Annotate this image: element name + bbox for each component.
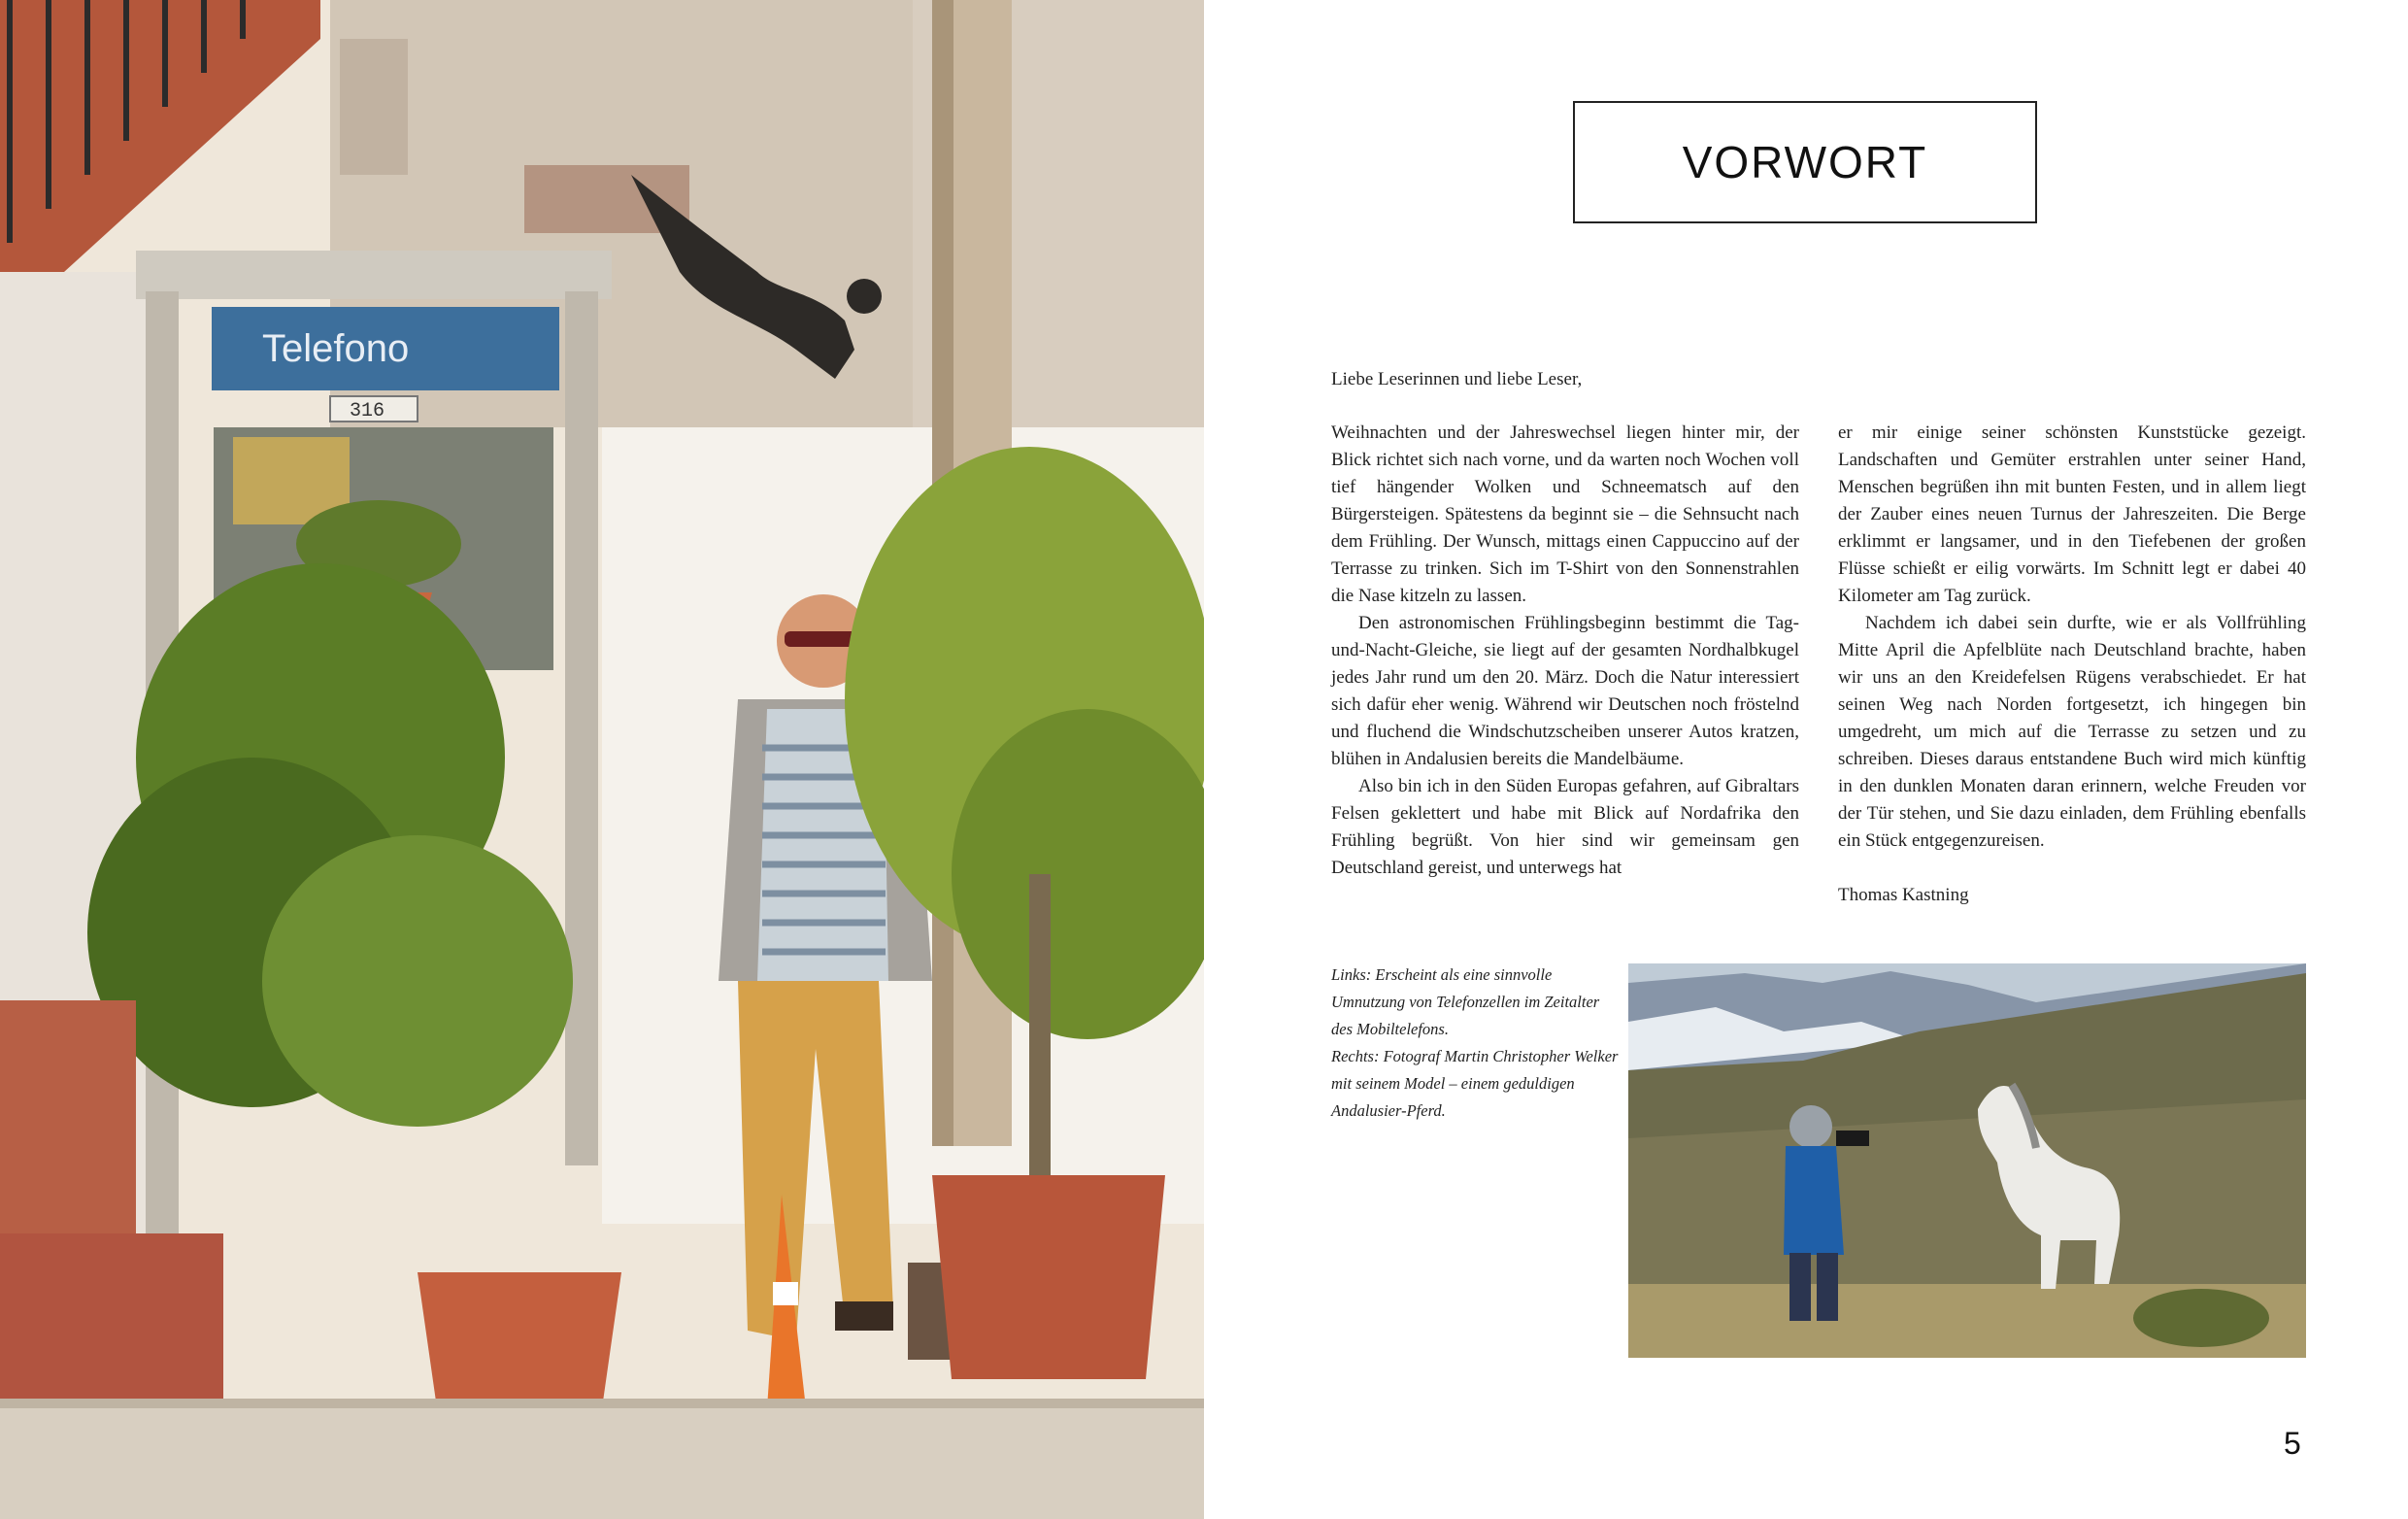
paragraph: Also bin ich in den Süden Europas gefahren, auf Gibraltars Felsen geklettert und habe mit Blick auf Nordafrika den Frühling begrüßt. Von hier sind wir gemeinsam gen Deutschland gereist, und unterwegs hat: [1331, 776, 1799, 878]
right-photo-photographer-horse: [1628, 963, 2306, 1358]
paragraph: er mir einige seiner schönsten Kunststücke gezeigt. Landschaften und Gemüter erstrahlen unter seiner Hand, Menschen begrüßen ihn mit bunten Festen, und in allem liegt der Zauber eines neuen Turnus der Jahreszeiten. Die Berge erklimmt er langsamer, und in den Tiefebenen der großen Flüsse schießt er eilig vorwärts. Im Schnitt legt er dabei 40 Kilometer am Tag zurück.: [1838, 422, 2306, 606]
paragraph: Nachdem ich dabei sein durfte, wie er als Vollfrühling Mitte April die Apfelblüte nach Deutschland brachte, haben wir uns an den Kreidefelsen Rügens verabschiedet. Er hat seinen Weg nach Norden fortgesetzt, ich hingegen bin umgedreht, um mich auf die Terrasse zu setzen und zu schreiben. Dieses daraus entstandene Buch wird mich künftig in den dunklen Monaten daran erinnern, welche Freuden vor der Tür stehen, und Sie dazu einladen, dem Frühling ebenfalls ein Stück entgegenzureisen.: [1838, 613, 2306, 851]
caption-right: Rechts: Fotograf Martin Christopher Welker mit seinem Model – einem geduldigen Andalusier-Pferd.: [1331, 1047, 1619, 1120]
text-column-left: [1331, 420, 1799, 882]
caption-left: Links: Erscheint als eine sinnvolle Umnutzung von Telefonzellen im Zeitalter des Mobiltelefons.: [1331, 965, 1600, 1038]
telefono-sign-text: Telefono: [262, 327, 410, 370]
text-column-right: [1838, 420, 2306, 909]
page-title: VORWORT: [1682, 137, 1928, 187]
title-box: [1573, 101, 2037, 223]
photo-caption: [1331, 962, 1622, 1125]
page-number: 5: [2284, 1426, 2301, 1461]
greeting: Liebe Leserinnen und liebe Leser,: [1331, 369, 1583, 389]
photographer-horse-illustration: [1628, 963, 2306, 1358]
paragraph: Den astronomischen Frühlingsbeginn bestimmt die Tag-und-Nacht-Gleiche, sie liegt auf der gesamten Nordhalbkugel jedes Jahr rund um den 20. März. Doch die Natur interessiert sich dafür eher wenig. Während wir Deutschen noch fröstelnd und fluchend die Windschutzscheiben unserer Autos kratzen, blühen in Andalusien bereits die Mandelbäume.: [1331, 613, 1799, 769]
paragraph: Weihnachten und der Jahreswechsel liegen hinter mir, der Blick richtet sich nach vorne, und da warten noch Wochen voll tief hängender Wolken und Schneematsch auf den Bürgersteigen. Spätestens da beginnt sie – die Sehnsucht nach dem Frühling. Der Wunsch, mittags einen Cappuccino auf der Terrasse zu trinken. Sich im T-Shirt von den Sonnenstrahlen die Nase kitzeln zu lassen.: [1331, 422, 1799, 606]
booth-number-text: 316: [350, 400, 385, 422]
signature: Thomas Kastning: [1838, 885, 1969, 905]
